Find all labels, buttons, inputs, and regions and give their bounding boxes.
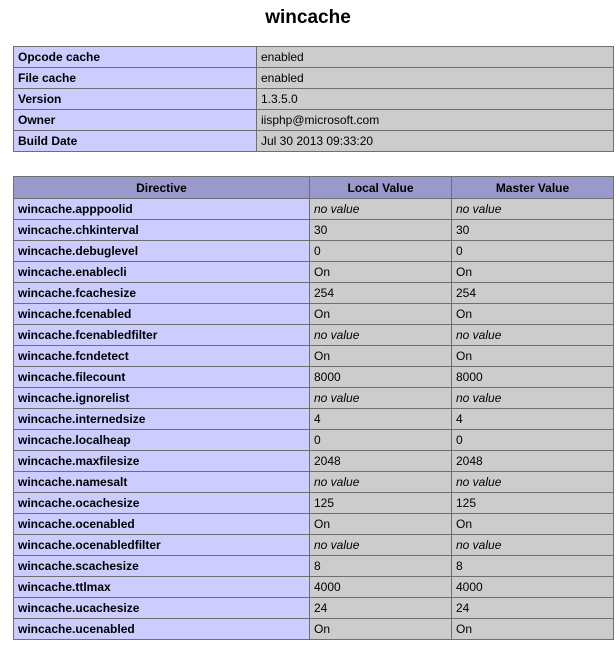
info-table-body [14, 47, 614, 152]
info-label: Build Date [14, 131, 257, 152]
local-value: On [310, 262, 452, 283]
info-value: enabled [257, 68, 614, 89]
directive-table-header [14, 177, 614, 199]
directive-row [14, 514, 614, 535]
master-value: 2048 [452, 451, 614, 472]
directive-name: wincache.ocenabledfilter [14, 535, 310, 556]
directive-table-body [14, 199, 614, 640]
master-value: no value [452, 388, 614, 409]
master-value: 30 [452, 220, 614, 241]
local-value: 2048 [310, 451, 452, 472]
info-row [14, 47, 614, 68]
directive-name: wincache.ocachesize [14, 493, 310, 514]
directive-name: wincache.fcndetect [14, 346, 310, 367]
header-master-value: Master Value [452, 177, 614, 199]
info-label: Opcode cache [14, 47, 257, 68]
info-label: Version [14, 89, 257, 110]
directive-name: wincache.filecount [14, 367, 310, 388]
directive-name: wincache.ttlmax [14, 577, 310, 598]
local-value: On [310, 346, 452, 367]
directive-row [14, 535, 614, 556]
directive-name: wincache.ignorelist [14, 388, 310, 409]
directive-name: wincache.scachesize [14, 556, 310, 577]
info-row [14, 89, 614, 110]
info-value: iisphp@microsoft.com [257, 110, 614, 131]
directive-row [14, 346, 614, 367]
local-value: 8000 [310, 367, 452, 388]
master-value: no value [452, 325, 614, 346]
directive-row [14, 598, 614, 619]
directive-row [14, 220, 614, 241]
directive-row [14, 430, 614, 451]
page-title: wincache [265, 7, 351, 28]
local-value: On [310, 619, 452, 640]
directive-name: wincache.fcenabled [14, 304, 310, 325]
master-value: 4000 [452, 577, 614, 598]
info-row [14, 131, 614, 152]
master-value: 254 [452, 283, 614, 304]
master-value: 0 [452, 241, 614, 262]
local-value: 0 [310, 430, 452, 451]
directive-row [14, 241, 614, 262]
directive-name: wincache.maxfilesize [14, 451, 310, 472]
master-value: 24 [452, 598, 614, 619]
master-value: 4 [452, 409, 614, 430]
directive-row [14, 577, 614, 598]
directive-row [14, 451, 614, 472]
master-value: no value [452, 199, 614, 220]
info-value: 1.3.5.0 [257, 89, 614, 110]
local-value: no value [310, 199, 452, 220]
local-value: 0 [310, 241, 452, 262]
master-value: 0 [452, 430, 614, 451]
directive-name: wincache.apppoolid [14, 199, 310, 220]
local-value: On [310, 514, 452, 535]
directive-table [13, 176, 614, 640]
local-value: On [310, 304, 452, 325]
info-row [14, 68, 614, 89]
directive-row [14, 199, 614, 220]
header-row [14, 177, 614, 199]
master-value: On [452, 346, 614, 367]
master-value: 8 [452, 556, 614, 577]
info-row [14, 110, 614, 131]
directive-row [14, 556, 614, 577]
header-directive: Directive [14, 177, 310, 199]
directive-name: wincache.ucenabled [14, 619, 310, 640]
directive-row [14, 472, 614, 493]
directive-name: wincache.chkinterval [14, 220, 310, 241]
directive-name: wincache.fcenabledfilter [14, 325, 310, 346]
master-value: no value [452, 472, 614, 493]
master-value: On [452, 304, 614, 325]
directive-row [14, 262, 614, 283]
info-value: Jul 30 2013 09:33:20 [257, 131, 614, 152]
directive-row [14, 388, 614, 409]
master-value: On [452, 619, 614, 640]
directive-name: wincache.enablecli [14, 262, 310, 283]
local-value: 125 [310, 493, 452, 514]
info-label: Owner [14, 110, 257, 131]
master-value: 8000 [452, 367, 614, 388]
directive-row [14, 283, 614, 304]
directive-name: wincache.namesalt [14, 472, 310, 493]
local-value: 254 [310, 283, 452, 304]
directive-row [14, 325, 614, 346]
directive-name: wincache.fcachesize [14, 283, 310, 304]
directive-name: wincache.internedsize [14, 409, 310, 430]
directive-name: wincache.ucachesize [14, 598, 310, 619]
master-value: 125 [452, 493, 614, 514]
local-value: 4 [310, 409, 452, 430]
directive-name: wincache.ocenabled [14, 514, 310, 535]
directive-row [14, 493, 614, 514]
info-table [13, 46, 614, 152]
local-value: no value [310, 535, 452, 556]
directive-row [14, 304, 614, 325]
local-value: 30 [310, 220, 452, 241]
local-value: no value [310, 325, 452, 346]
local-value: 24 [310, 598, 452, 619]
info-label: File cache [14, 68, 257, 89]
directive-name: wincache.localheap [14, 430, 310, 451]
master-value: On [452, 514, 614, 535]
directive-row [14, 409, 614, 430]
local-value: 8 [310, 556, 452, 577]
master-value: no value [452, 535, 614, 556]
master-value: On [452, 262, 614, 283]
local-value: 4000 [310, 577, 452, 598]
directive-name: wincache.debuglevel [14, 241, 310, 262]
header-local-value: Local Value [310, 177, 452, 199]
directive-row [14, 619, 614, 640]
info-value: enabled [257, 47, 614, 68]
local-value: no value [310, 472, 452, 493]
directive-row [14, 367, 614, 388]
local-value: no value [310, 388, 452, 409]
